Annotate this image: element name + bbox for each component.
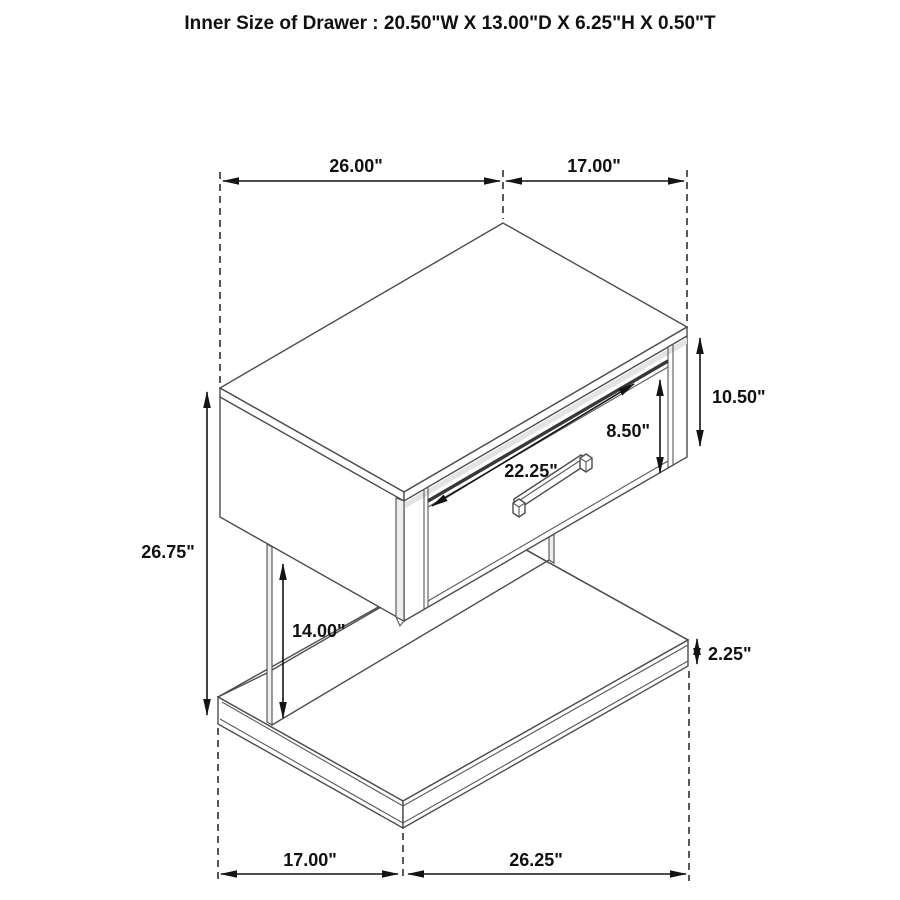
dim-label-drawer-width: 22.25": [504, 461, 558, 481]
front-corner-post: [396, 498, 404, 621]
dim-label-bottom-left: 17.00": [283, 850, 337, 870]
support-panel-right-end: [549, 534, 554, 563]
dim-label-bottom-right: 26.25": [509, 850, 563, 870]
dim-label-top-width: 26.00": [329, 156, 383, 176]
dim-label-open-space: 14.00": [292, 621, 346, 641]
dim-label-drawer-face-height: 8.50": [606, 421, 650, 441]
dim-label-overall-height: 26.75": [141, 542, 195, 562]
support-panel-left-end: [267, 544, 272, 725]
dim-label-base-thickness: 2.25": [708, 644, 752, 664]
dim-label-cabinet-height: 10.50": [712, 387, 766, 407]
drawing-title: Inner Size of Drawer : 20.50"W X 13.00"D X 6.25"H X 0.50"T: [184, 13, 716, 34]
dim-label-top-depth: 17.00": [567, 156, 621, 176]
